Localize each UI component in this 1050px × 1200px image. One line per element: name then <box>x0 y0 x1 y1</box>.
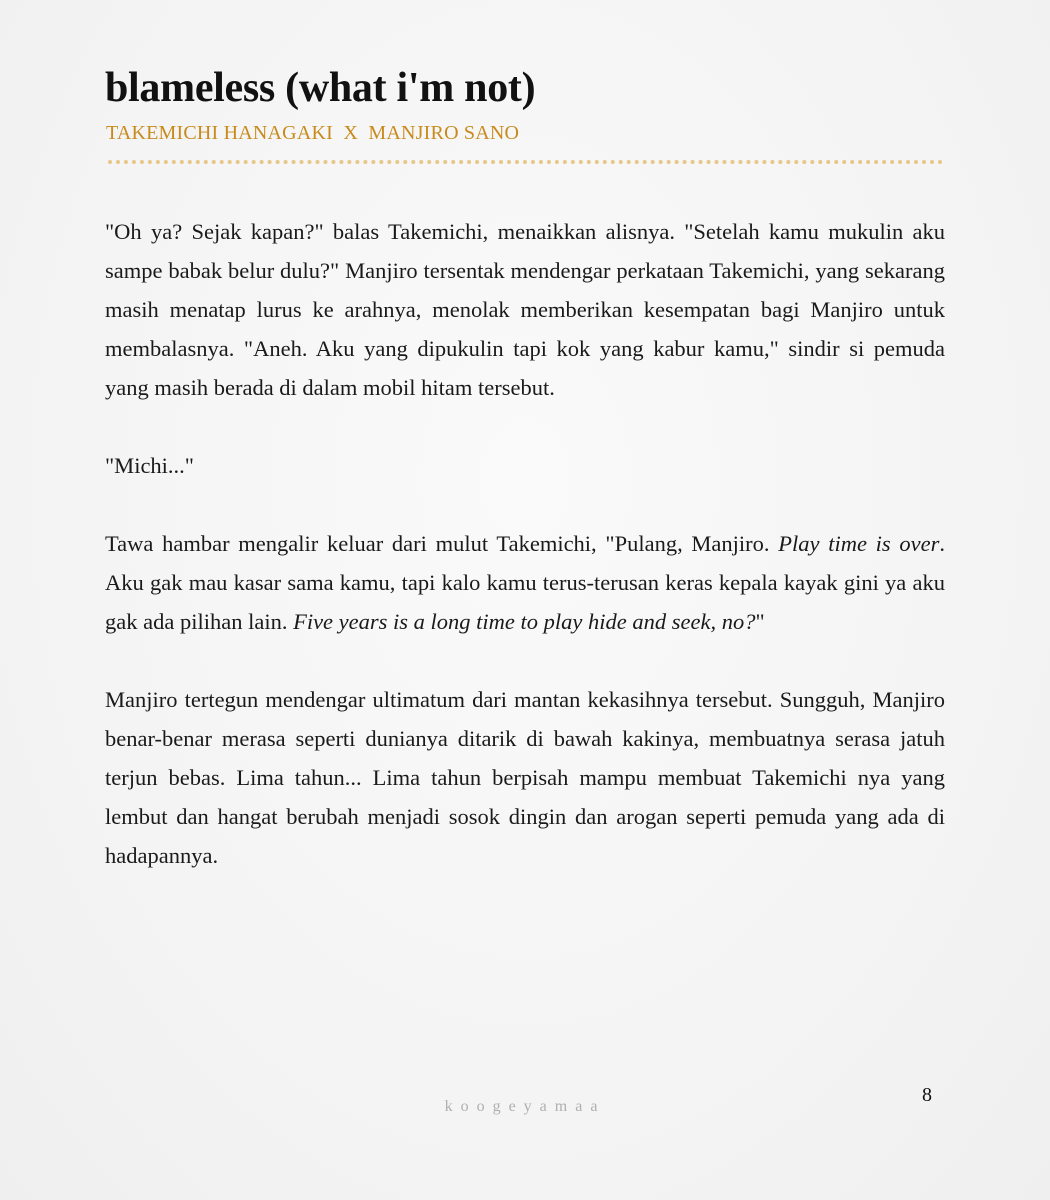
page-title: blameless (what i'm not) <box>105 65 536 111</box>
italic-text-run: Five years is a long time to play hide and seek, no? <box>293 609 756 634</box>
character-pairing-subtitle: TAKEMICHI HANAGAKI X MANJIRO SANO <box>106 122 520 144</box>
text-run: . Aku gak mau kasar sama kamu, tapi kalo kamu terus-terusan keras kepala kayak gini ya aku gak ada pilihan lain. <box>105 531 945 634</box>
paragraph-2 <box>105 446 945 485</box>
paragraph-3 <box>105 524 945 641</box>
text-run: Manjiro tertegun mendengar ultimatum dari mantan kekasihnya tersebut. Sungguh, Manjiro benar-benar merasa seperti dunianya ditarik di bawah kakinya, membuatnya serasa jatuh terjun bebas. Lima tahun... Lima tahun berpisah mampu membuat Takemichi nya yang lembut dan hangat berubah menjadi sosok dingin dan arogan seperti pemuda yang ada di hadapannya. <box>105 687 945 868</box>
text-run: Tawa hambar mengalir keluar dari mulut Takemichi, "Pulang, Manjiro. <box>105 531 779 556</box>
paragraph-4 <box>105 680 945 875</box>
dotted-divider <box>108 160 943 164</box>
text-run: " <box>755 609 765 634</box>
italic-text-run: Play time is over <box>778 531 940 556</box>
text-run: "Oh ya? Sejak kapan?" balas Takemichi, menaikkan alisnya. "Setelah kamu mukulin aku sampe babak belur dulu?" Manjiro tersentak mendengar perkataan Takemichi, yang sekarang masih menatap lurus ke arahnya, menolak memberikan kesempatan bagi Manjiro untuk membalasnya. "Aneh. Aku yang dipukulin tapi kok yang kabur kamu," sindir si pemuda yang masih berada di dalam mobil hitam tersebut. <box>105 219 945 400</box>
text-run: "Michi..." <box>105 453 194 478</box>
page-number: 8 <box>922 1084 932 1106</box>
paragraph-1 <box>105 212 945 407</box>
story-body <box>105 212 945 875</box>
author-credit: koogeyamaa <box>444 1098 606 1115</box>
